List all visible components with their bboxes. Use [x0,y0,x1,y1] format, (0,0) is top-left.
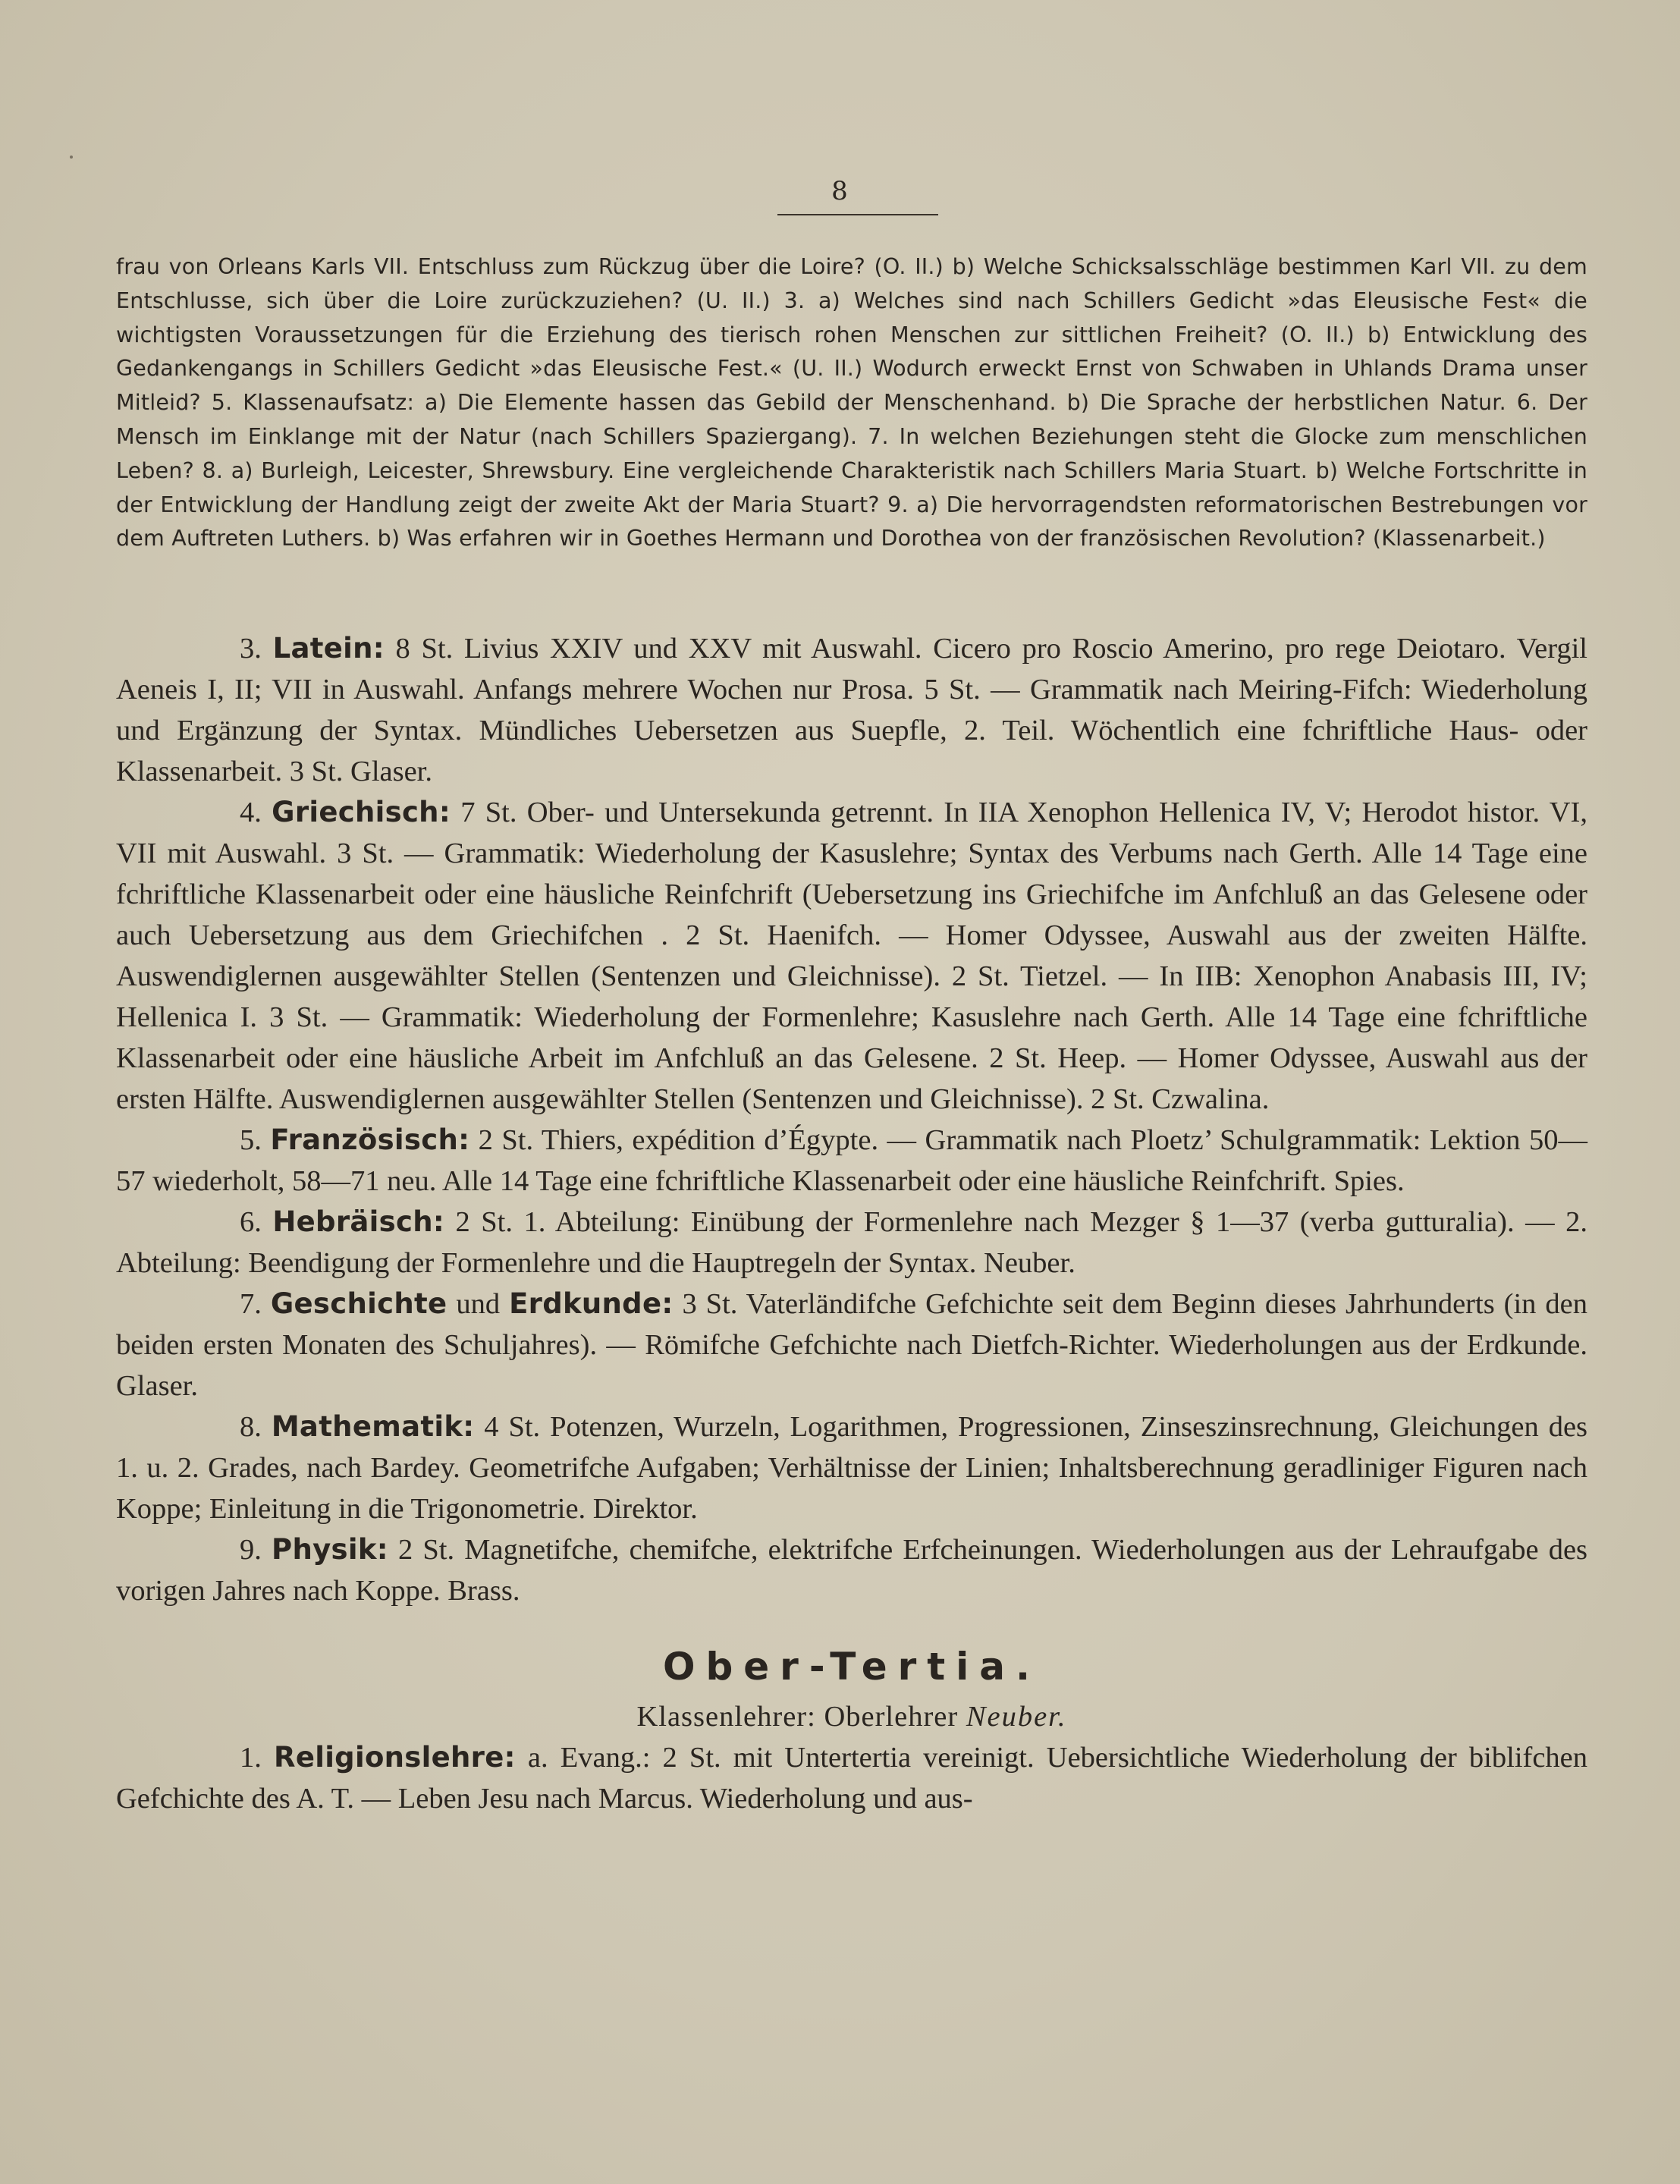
subject-greek [116,792,1587,1120]
subject-physics [116,1529,1587,1611]
subject-french [116,1120,1587,1202]
subject-history-geography [116,1284,1587,1406]
subject-heading: Geschichte [270,1287,447,1320]
class-teacher-name: Neuber. [966,1701,1067,1733]
subject-text: 2 St. Thiers, expédition d’Égypte. — Grammatik nach Ploetz’ Schulgrammatik: Lektion 50—57 wiederholt, 58—71 neu. Alle 14 Tage eine fchriftliche Klassenarbeit oder eine häusliche Reinfchrift. Spies. [116,1124,1588,1197]
paper-speck [70,156,73,159]
subject-text: 2 St. 1. Abteilung: Einübung der Formenlehre nach Mezger § 1—37 (verba gutturalia). — 2. Abteilung: Beendigung der Formenlehre und die Hauptregeln der Syntax. Neuber. [116,1206,1588,1279]
subject-text: 7 St. Ober- und Untersekunda getrennt. In IIA Xenophon Hellenica IV, V; Herodot histor. VI, VII mit Auswahl. 3 St. — Grammatik: Wiederholung der Kasuslehre; Syntax des Verbums nach Gerth. Alle 14 Tage eine fchriftliche Klassenarbeit oder eine häusliche Reinfchrift (Uebersetzung ins Griechifche im Anfchluß an das Gelesene oder auch Uebersetzung aus dem Griechifchen . 2 St. Haenifch. — Homer Odyssee, Auswahl aus der zweiten Hälfte. Auswendiglernen ausgewählter Stellen (Sentenzen und Gleichnisse). 2 St. Tietzel. — In IIB: Xenophon Anabasis III, IV; Hellenica I. 3 St. — Grammatik: Wiederholung der Formenlehre; Kasuslehre nach Gerth. Alle 14 Tage eine fchriftliche Klassenarbeit oder eine häusliche Arbeit im Anfchluß an das Gelesene. 2 St. Heep. — Homer Odyssee, Auswahl aus der ersten Hälfte. Auswendiglernen ausgewählter Stellen (Sentenzen und Gleichnisse). 2 St. Czwalina. [116,797,1588,1115]
curriculum-body [116,628,1587,1819]
subject-number: 3. [240,633,262,665]
essay-topics-paragraph: frau von Orleans Karls VII. Entschluss zum Rückzug über die Loire? (O. II.) b) Welche Schicksalsschläge bestimmen Karl VII. zu dem Entschlusse, sich über die Loire zurückzuziehen? (U. II.) 3. a) Welches sind nach Schillers Gedicht »das Eleusische Fest« die wichtigsten Voraussetzungen für die Erziehung des tierisch rohen Menschen zur sittlichen Freiheit? (O. II.) b) Entwicklung des Gedankengangs in Schillers Gedicht »das Eleusische Fest.« (U. II.) Wodurch erweckt Ernst von Schwaben in Uhlands Drama unser Mitleid? 5. Klassenaufsatz: a) Die Elemente hassen das Gebild der Menschenhand. b) Die Sprache der herbstlichen Natur. 6. Der Mensch im Einklange mit der Natur (nach Schillers Spaziergang). 7. In welchen Beziehungen steht die Glocke zum menschlichen Leben? 8. a) Burleigh, Leicester, Shrewsbury. Eine vergleichende Charakteristik nach Schillers Maria Stuart. b) Welche Fortschritte in der Entwicklung der Handlung zeigt der zweite Akt der Maria Stuart? 9. a) Die hervorragendsten reformatorischen Bestrebungen vor dem Auftreten Luthers. b) Was erfahren wir in Goethes Hermann und Dorothea von der französischen Revolution? (Klassenarbeit.) [116,254,1587,551]
subject-religion [116,1737,1587,1819]
subject-heading: Hebräisch: [272,1205,444,1238]
subject-heading: Griechisch: [272,796,451,828]
page-number-rule [777,214,938,215]
subject-heading: Französisch: [270,1123,470,1156]
subject-hebrew [116,1202,1587,1284]
subject-text: 3 St. Vaterländifche Gefchichte seit dem Beginn dieses Jahrhunderts (in den beiden ersten Monaten des Schuljahres). — Römifche Gefchichte nach Dietfch-Richter. Wiederholungen aus der Erdkunde. Glaser. [116,1288,1587,1402]
subject-joiner: und [456,1288,501,1320]
subject-mathematics [116,1406,1587,1529]
subject-heading-secondary: Erdkunde: [509,1287,674,1320]
subject-heading: Latein: [272,632,385,665]
subject-number: 1. [240,1742,262,1774]
subject-heading: Mathematik: [271,1410,475,1443]
section-title: Ober-Tertia. [662,1645,1041,1689]
subject-heading: Physik: [272,1533,388,1566]
page-number: 8 [831,176,849,206]
subject-number: 6. [240,1206,262,1238]
subject-number: 4. [240,797,262,828]
class-teacher-label: Klassenlehrer: Oberlehrer [636,1701,959,1733]
subject-heading: Religionslehre: [274,1741,516,1774]
subject-text: 4 St. Potenzen, Wurzeln, Logarithmen, Progressionen, Zinseszinsrechnung, Gleichungen des 1. u. 2. Grades, nach Bardey. Geometrifche Aufgaben; Verhältnisse der Linien; Inhaltsberechnung geradliniger Figuren nach Koppe; Einleitung in die Trigonometrie. Direktor. [116,1411,1588,1525]
subject-text: 8 St. Livius XXIV und XXV mit Auswahl. Cicero pro Roscio Amerino, pro rege Deiotaro. Vergil Aeneis I, II; VII in Auswahl. Anfangs mehrere Wochen nur Prosa. 5 St. — Grammatik nach Meiring-Fifch: Wiederholung und Ergänzung der Syntax. Mündliches Uebersetzen aus Suepfle, 2. Teil. Wöchentlich eine fchriftliche Haus- oder Klassenarbeit. 3 St. Glaser. [116,633,1587,787]
subject-number: 5. [240,1124,262,1156]
subject-text: 2 St. Magnetifche, chemifche, elektrifche Erfcheinungen. Wiederholungen aus der Lehraufgabe des vorigen Jahres nach Koppe. Brass. [116,1534,1588,1607]
subject-latin [116,628,1587,792]
subject-text: a. Evang.: 2 St. mit Untertertia vereinigt. Uebersichtliche Wiederholung der biblifchen Gefchichte des A. T. — Leben Jesu nach Marcus. Wiederholung und aus- [116,1742,1588,1815]
subject-number: 8. [240,1411,262,1443]
subject-number: 9. [240,1534,262,1566]
subject-number: 7. [240,1288,262,1320]
class-teacher-line [116,1696,1587,1737]
